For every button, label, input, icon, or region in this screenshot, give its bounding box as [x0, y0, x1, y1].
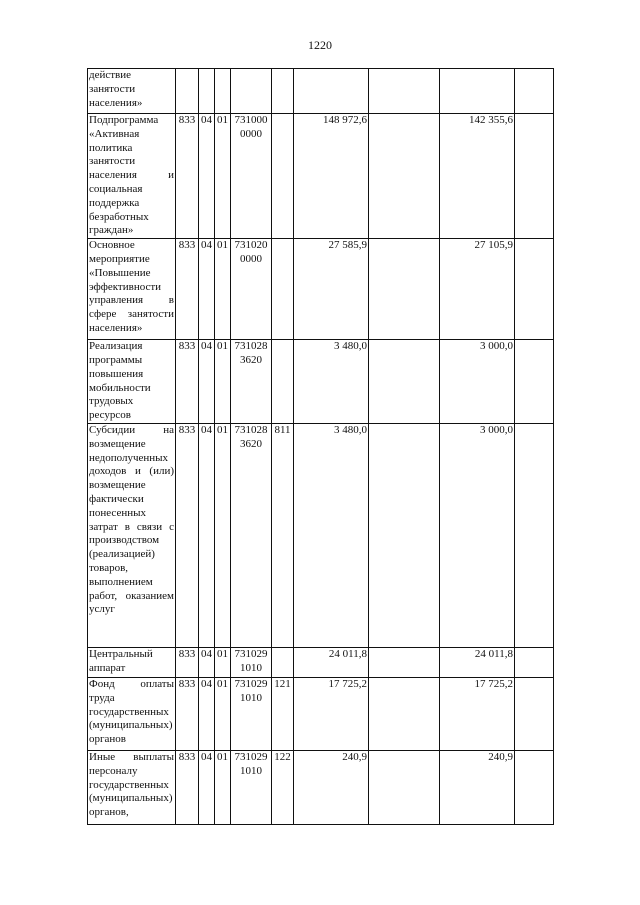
- table-row: [88, 69, 554, 114]
- item-name-cell: Центральный аппарат: [88, 647, 176, 677]
- subsection-code-cell: 01: [215, 340, 231, 424]
- target-article-cell: 7310200000: [231, 239, 272, 340]
- section-code-cell: 04: [199, 750, 215, 824]
- amount-cell: [369, 340, 440, 424]
- subsection-code-cell: 01: [215, 750, 231, 824]
- amount-cell: 24 011,8: [294, 647, 369, 677]
- amount-cell: [369, 239, 440, 340]
- expense-type-cell: [272, 69, 294, 114]
- target-article-cell: 7310283620: [231, 340, 272, 424]
- section-code-cell: 04: [199, 114, 215, 239]
- table-row: [88, 114, 554, 239]
- subsection-code-cell: 01: [215, 423, 231, 647]
- expense-type-cell: [272, 239, 294, 340]
- amount-cell: 27 585,9: [294, 239, 369, 340]
- table-row: [88, 239, 554, 340]
- section-code-cell: 04: [199, 239, 215, 340]
- amount-cell: 3 480,0: [294, 340, 369, 424]
- amount-cell: [515, 340, 554, 424]
- amount-cell: 17 725,2: [294, 677, 369, 750]
- table-row: [88, 423, 554, 647]
- amount-cell: 3 000,0: [440, 423, 515, 647]
- item-name-cell: Реализация программы повышения мобильности трудовых ресурсов: [88, 340, 176, 424]
- subsection-code-cell: [215, 69, 231, 114]
- amount-cell: [369, 69, 440, 114]
- item-name-cell: Иные выплаты персоналу государственных (муниципальных) органов,: [88, 750, 176, 824]
- table-row: [88, 677, 554, 750]
- target-article-cell: 7310283620: [231, 423, 272, 647]
- ministry-code-cell: 833: [176, 750, 199, 824]
- ministry-code-cell: 833: [176, 647, 199, 677]
- amount-cell: 3 480,0: [294, 423, 369, 647]
- expense-type-cell: 811: [272, 423, 294, 647]
- expense-type-cell: 122: [272, 750, 294, 824]
- budget-table: [87, 68, 554, 825]
- item-name-cell: Субсидии на возмещение недополученных доходов и (или) возмещение фактически понесенных затрат в связи с производством (реализацией) товаров, выполнением работ, оказанием услуг: [88, 423, 176, 647]
- amount-cell: 142 355,6: [440, 114, 515, 239]
- ministry-code-cell: [176, 69, 199, 114]
- ministry-code-cell: 833: [176, 239, 199, 340]
- table-row: [88, 750, 554, 824]
- amount-cell: [515, 114, 554, 239]
- amount-cell: [515, 69, 554, 114]
- ministry-code-cell: 833: [176, 677, 199, 750]
- target-article-cell: [231, 69, 272, 114]
- amount-cell: [440, 69, 515, 114]
- item-name-cell: Основное мероприятие «Повышение эффективности управления в сфере занятости населения»: [88, 239, 176, 340]
- target-article-cell: 7310291010: [231, 677, 272, 750]
- section-code-cell: 04: [199, 423, 215, 647]
- expense-type-cell: [272, 340, 294, 424]
- expense-type-cell: [272, 114, 294, 239]
- amount-cell: 24 011,8: [440, 647, 515, 677]
- ministry-code-cell: 833: [176, 340, 199, 424]
- amount-cell: [369, 114, 440, 239]
- expense-type-cell: [272, 647, 294, 677]
- ministry-code-cell: 833: [176, 114, 199, 239]
- target-article-cell: 7310291010: [231, 750, 272, 824]
- table-row: [88, 340, 554, 424]
- amount-cell: [294, 69, 369, 114]
- ministry-code-cell: 833: [176, 423, 199, 647]
- amount-cell: [369, 750, 440, 824]
- expense-type-cell: 121: [272, 677, 294, 750]
- amount-cell: [515, 423, 554, 647]
- section-code-cell: 04: [199, 340, 215, 424]
- section-code-cell: 04: [199, 647, 215, 677]
- item-name-cell: действие занятости населения»: [88, 69, 176, 114]
- amount-cell: [515, 647, 554, 677]
- table-row: [88, 647, 554, 677]
- item-name-cell: Фонд оплаты труда государственных (муниципальных) органов: [88, 677, 176, 750]
- amount-cell: [369, 647, 440, 677]
- section-code-cell: 04: [199, 677, 215, 750]
- amount-cell: 3 000,0: [440, 340, 515, 424]
- subsection-code-cell: 01: [215, 239, 231, 340]
- amount-cell: 148 972,6: [294, 114, 369, 239]
- amount-cell: [369, 677, 440, 750]
- amount-cell: [515, 239, 554, 340]
- section-code-cell: [199, 69, 215, 114]
- amount-cell: [515, 750, 554, 824]
- subsection-code-cell: 01: [215, 114, 231, 239]
- item-name-cell: Подпрограмма «Активная политика занятости населения и социальная поддержка безработных граждан»: [88, 114, 176, 239]
- amount-cell: 17 725,2: [440, 677, 515, 750]
- subsection-code-cell: 01: [215, 647, 231, 677]
- amount-cell: 27 105,9: [440, 239, 515, 340]
- amount-cell: 240,9: [440, 750, 515, 824]
- subsection-code-cell: 01: [215, 677, 231, 750]
- amount-cell: [515, 677, 554, 750]
- amount-cell: 240,9: [294, 750, 369, 824]
- target-article-cell: 7310000000: [231, 114, 272, 239]
- target-article-cell: 7310291010: [231, 647, 272, 677]
- page-number: 1220: [308, 38, 332, 52]
- amount-cell: [369, 423, 440, 647]
